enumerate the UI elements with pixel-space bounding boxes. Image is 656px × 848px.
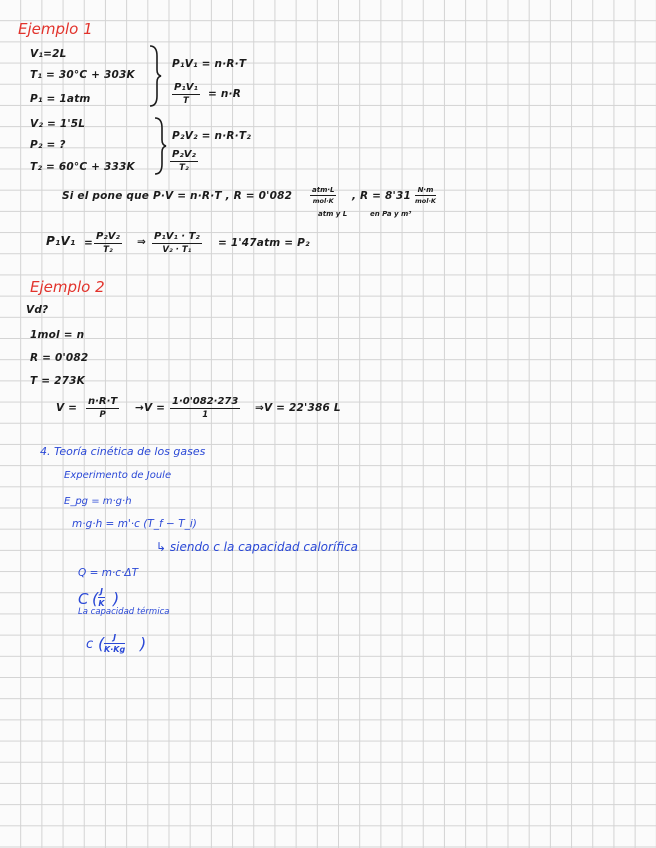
example1-p2: P₂ = ? bbox=[30, 139, 66, 151]
example1-t1: T₁ = 30°C + 303K bbox=[30, 69, 135, 81]
calc-frac2-den: 1 bbox=[202, 410, 209, 420]
example1-note-unit2 bbox=[415, 186, 436, 205]
example2-title: Ejemplo 2 bbox=[30, 278, 105, 296]
example1-note-r2: , R = 8'31 bbox=[352, 190, 411, 202]
c-unit-num: J bbox=[100, 587, 103, 596]
calc-frac1-num: n·R·T bbox=[88, 396, 118, 407]
example1-eq1: P₁V₁ = n·R·T bbox=[172, 58, 247, 70]
section4-heading: 4. Teoría cinética de los gases bbox=[40, 445, 206, 458]
example2-line-3: T = 273K bbox=[30, 375, 85, 387]
section4-line3: Q = m·c·ΔT bbox=[78, 567, 139, 579]
note-unit2-num: N·m bbox=[415, 186, 436, 196]
example1-note-sub1: atm y L bbox=[318, 210, 348, 218]
example1-t2: T₂ = 60°C + 333K bbox=[30, 161, 135, 173]
example1-final-result: = 1'47atm = P₂ bbox=[218, 237, 310, 249]
section4-line1: E_pg = m·g·h bbox=[64, 496, 132, 507]
example1-final-lhs: P₁V₁ bbox=[46, 234, 76, 248]
example1-p1: P₁ = 1atm bbox=[30, 93, 91, 105]
example1-eq1-frac bbox=[172, 82, 200, 106]
example2-line-1: 1mol = n bbox=[30, 329, 85, 341]
example1-title: Ejemplo 1 bbox=[18, 20, 93, 38]
section4-c-label: C bbox=[78, 590, 89, 608]
section4-c2-label: c bbox=[86, 637, 94, 652]
section4-sub: Experimento de Joule bbox=[64, 470, 172, 481]
example1-eq1-rhs: = n·R bbox=[208, 88, 242, 100]
c2-unit-num: J bbox=[104, 633, 125, 644]
section4-c-unit bbox=[98, 587, 105, 608]
example2-calc-result: ⇒V = 22'386 L bbox=[255, 402, 341, 414]
example1-v1: V₁=2L bbox=[30, 48, 67, 60]
eq2-num: P₂V₂ bbox=[172, 149, 196, 160]
calc-frac2-num: 1·0'082·273 bbox=[172, 396, 239, 407]
example1-note-unit bbox=[310, 186, 336, 205]
example2-calc-frac1 bbox=[86, 396, 119, 420]
section4-cap-term: La capacidad térmica bbox=[78, 607, 170, 617]
eq-sign: = bbox=[84, 237, 93, 249]
example1-eq2-frac bbox=[170, 149, 198, 173]
example2-calc-prefix: V = bbox=[56, 402, 78, 414]
example1-note-sub2: en Pa y m³ bbox=[370, 210, 412, 218]
section4-line2: m·g·h = m'·c (T_f − T_i) bbox=[72, 518, 197, 530]
calc-frac1-den: P bbox=[99, 410, 106, 420]
final-frac2-num: P₁V₁ · T₂ bbox=[154, 231, 200, 242]
paren-close-2: ) bbox=[140, 634, 147, 653]
eq1-num: P₁V₁ bbox=[174, 82, 198, 93]
final-frac1-num: P₂V₂ bbox=[96, 231, 120, 242]
example1-note: Si el pone que P·V = n·R·T , R = 0'082 bbox=[62, 190, 293, 202]
eq1-den: T bbox=[183, 96, 189, 106]
c2-unit-den: K·Kg bbox=[104, 645, 126, 654]
example1-final-frac2 bbox=[152, 231, 202, 255]
example2-line-2: R = 0'082 bbox=[30, 352, 89, 364]
c-unit-den: K bbox=[98, 599, 105, 608]
section4-note: ↳ siendo c la capacidad calorífica bbox=[156, 540, 358, 554]
example2-line-0: Vd? bbox=[26, 304, 49, 316]
example1-final-frac1 bbox=[94, 231, 122, 255]
paren-close: ) bbox=[113, 589, 120, 608]
example2-calc-mid: →V = bbox=[135, 402, 166, 414]
brace-1 bbox=[148, 44, 162, 108]
final-frac1-den: T₂ bbox=[103, 245, 113, 255]
paren-open-2: ( bbox=[98, 634, 105, 653]
example2-calc-frac2 bbox=[170, 396, 240, 420]
example1-v2: V₂ = 1'5L bbox=[30, 118, 86, 130]
note-unit2-den: mol·K bbox=[415, 197, 436, 205]
section4-c2-unit bbox=[104, 633, 125, 654]
note-unit-num: atm·L bbox=[312, 186, 335, 194]
note-unit-den: mol·K bbox=[312, 197, 334, 205]
paren-open: ( bbox=[92, 589, 99, 608]
example1-final-arrow: ⇒ bbox=[137, 236, 146, 248]
brace-2 bbox=[153, 116, 167, 176]
example1-eq2: P₂V₂ = n·R·T₂ bbox=[172, 130, 252, 142]
final-frac2-den: V₂ · T₁ bbox=[162, 245, 192, 255]
eq2-den: T₂ bbox=[179, 163, 189, 173]
